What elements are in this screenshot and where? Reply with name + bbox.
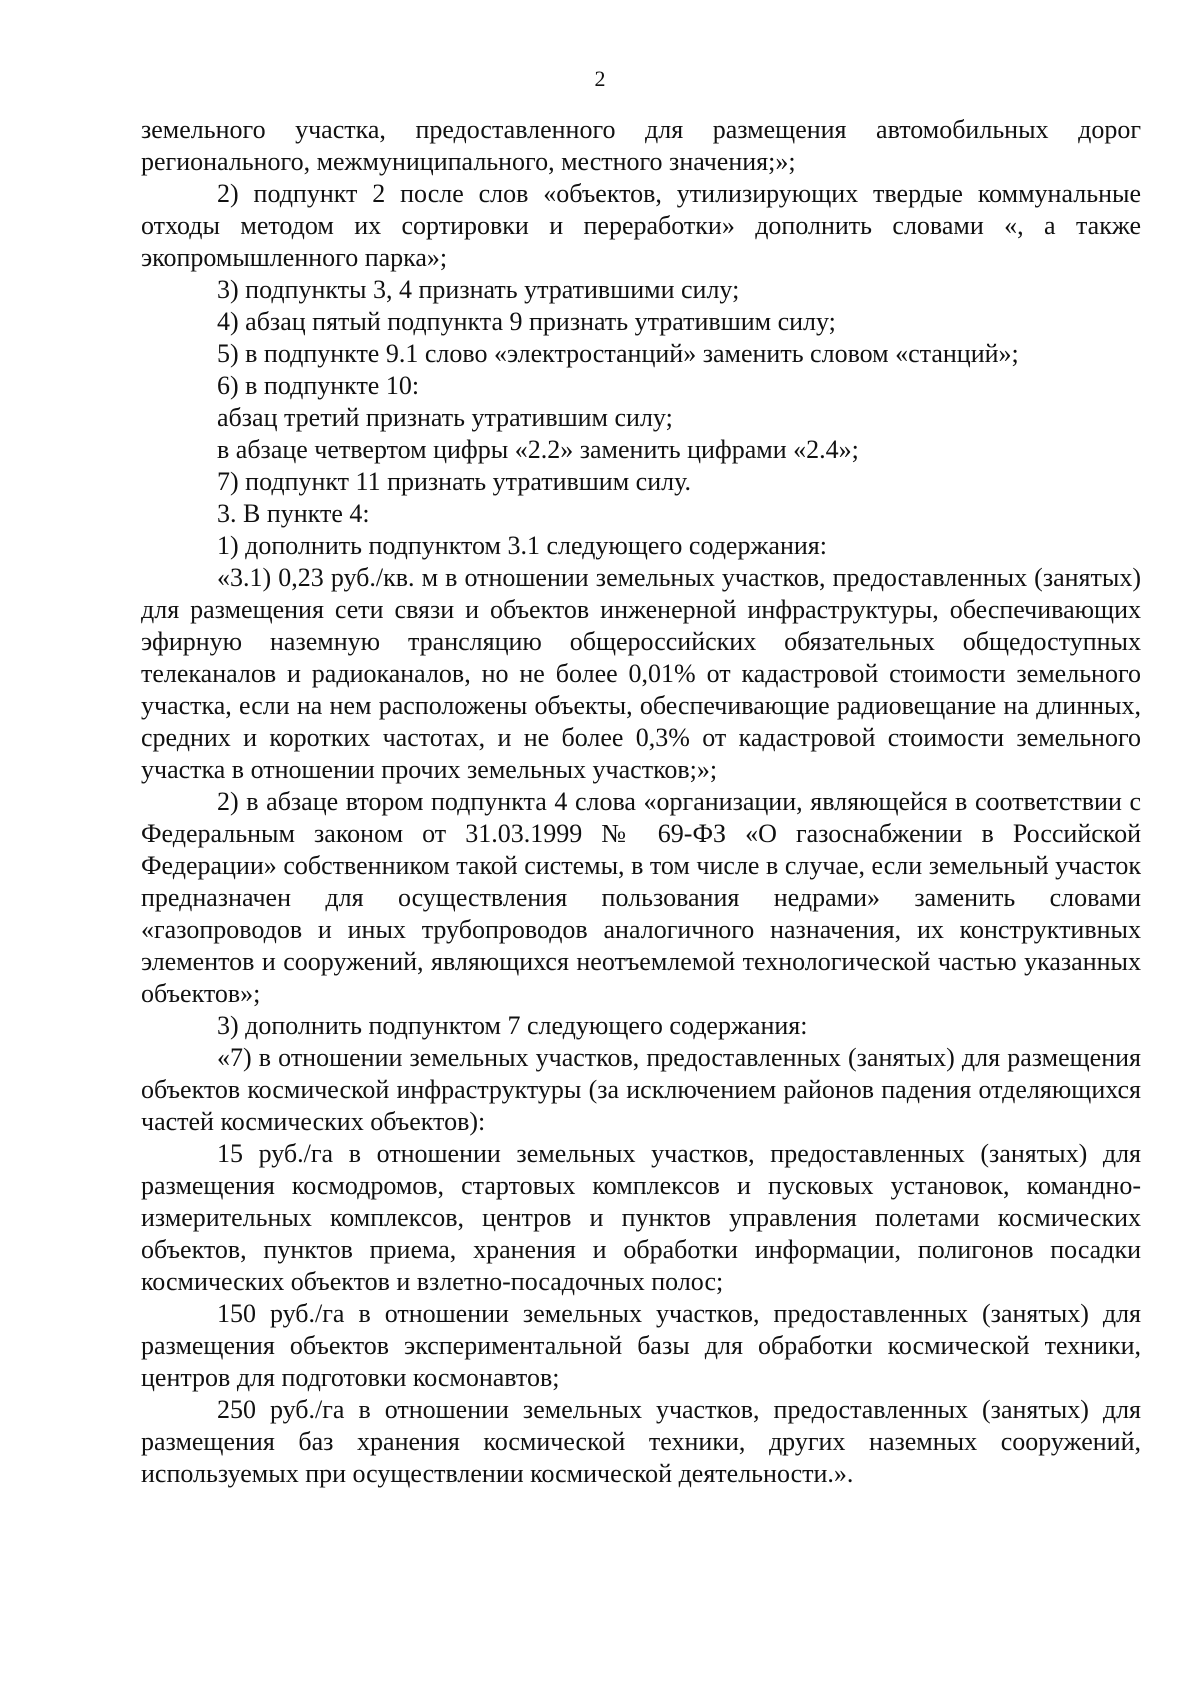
paragraph-subitem-6-abzac-3: абзац третий признать утратившим силу; (217, 403, 673, 432)
paragraph-subitem-4: 4) абзац пятый подпункта 9 признать утратившим силу; (217, 307, 836, 336)
paragraph-subitem-5: 5) в подпункте 9.1 слово «электростанций» заменить словом «станций»; (217, 339, 1019, 368)
paragraph-rate-250: 250 руб./га в отношении земельных участков, предоставленных (занятых) для размещения баз хранения космической техники, других наземных сооружений, используемых при осуществлении космической деятельности.». (141, 1395, 1141, 1488)
paragraph-subitem-6-abzac-4: в абзаце четвертом цифры «2.2» заменить цифрами «2.4»; (217, 435, 859, 464)
page-number: 2 (594, 66, 606, 91)
paragraph-subitem-2: 2) подпункт 2 после слов «объектов, утилизирующих твердые коммунальные отходы методом их сортировки и переработки» дополнить словами «, а также экопромышленного парка»; (141, 179, 1141, 272)
paragraph-new-subitem-3-1: «3.1) 0,23 руб./кв. м в отношении земельных участков, предоставленных (занятых) для размещения сети связи и объектов инженерной инфраструктуры, обеспечивающих эфирную наземную трансляцию общероссийских обязательных общедоступных телеканалов и радиоканалов, но не более 0,01% от кадастровой стоимости земельного участка, если на нем расположены объекты, обеспечивающие радиовещание на длинных, средних и коротких частотах, и не более 0,3% от кадастровой стоимости земельного участка в отношении прочих земельных участков;»; (141, 563, 1141, 784)
paragraph-section-3-item-3: 3) дополнить подпунктом 7 следующего содержания: (217, 1011, 808, 1040)
paragraph-rate-15: 15 руб./га в отношении земельных участков, предоставленных (занятых) для размещения космодромов, стартовых комплексов и пусковых установок, командно-измерительных комплексов, центров и пунктов управления полетами космических объектов, пунктов приема, хранения и обработки информации, полигонов посадки космических объектов и взлетно-посадочных полос; (141, 1139, 1141, 1296)
paragraph-section-3-item-2: 2) в абзаце втором подпункта 4 слова «организации, являющейся в соответствии с Федеральным законом от 31.03.1999 № 69-ФЗ «О газоснабжении в Российской Федерации» собственником такой системы, в том числе в случае, если земельный участок предназначен для осуществления пользования недрами» заменить словами «газопроводов и иных трубопроводов аналогичного назначения, их конструктивных элементов и сооружений, являющихся неотъемлемой технологической частью указанных объектов»; (141, 787, 1141, 1008)
paragraph-subitem-3: 3) подпункты 3, 4 признать утратившими силу; (217, 275, 740, 304)
paragraph-subitem-7: 7) подпункт 11 признать утратившим силу. (217, 467, 691, 496)
paragraph-section-3: 3. В пункте 4: (217, 499, 370, 528)
paragraph-new-subitem-7: «7) в отношении земельных участков, предоставленных (занятых) для размещения объектов космической инфраструктуры (за исключением районов падения отделяющихся частей космических объектов): (141, 1043, 1141, 1136)
paragraph-continuation: земельного участка, предоставленного для размещения автомобильных дорог регионального, межмуниципального, местного значения;»; (141, 115, 1141, 176)
paragraph-section-3-item-1: 1) дополнить подпунктом 3.1 следующего содержания: (217, 531, 827, 560)
paragraph-rate-150: 150 руб./га в отношении земельных участков, предоставленных (занятых) для размещения объектов экспериментальной базы для обработки космической техники, центров для подготовки космонавтов; (141, 1299, 1141, 1392)
document-body (141, 114, 1141, 1490)
paragraph-subitem-6: 6) в подпункте 10: (217, 371, 420, 400)
